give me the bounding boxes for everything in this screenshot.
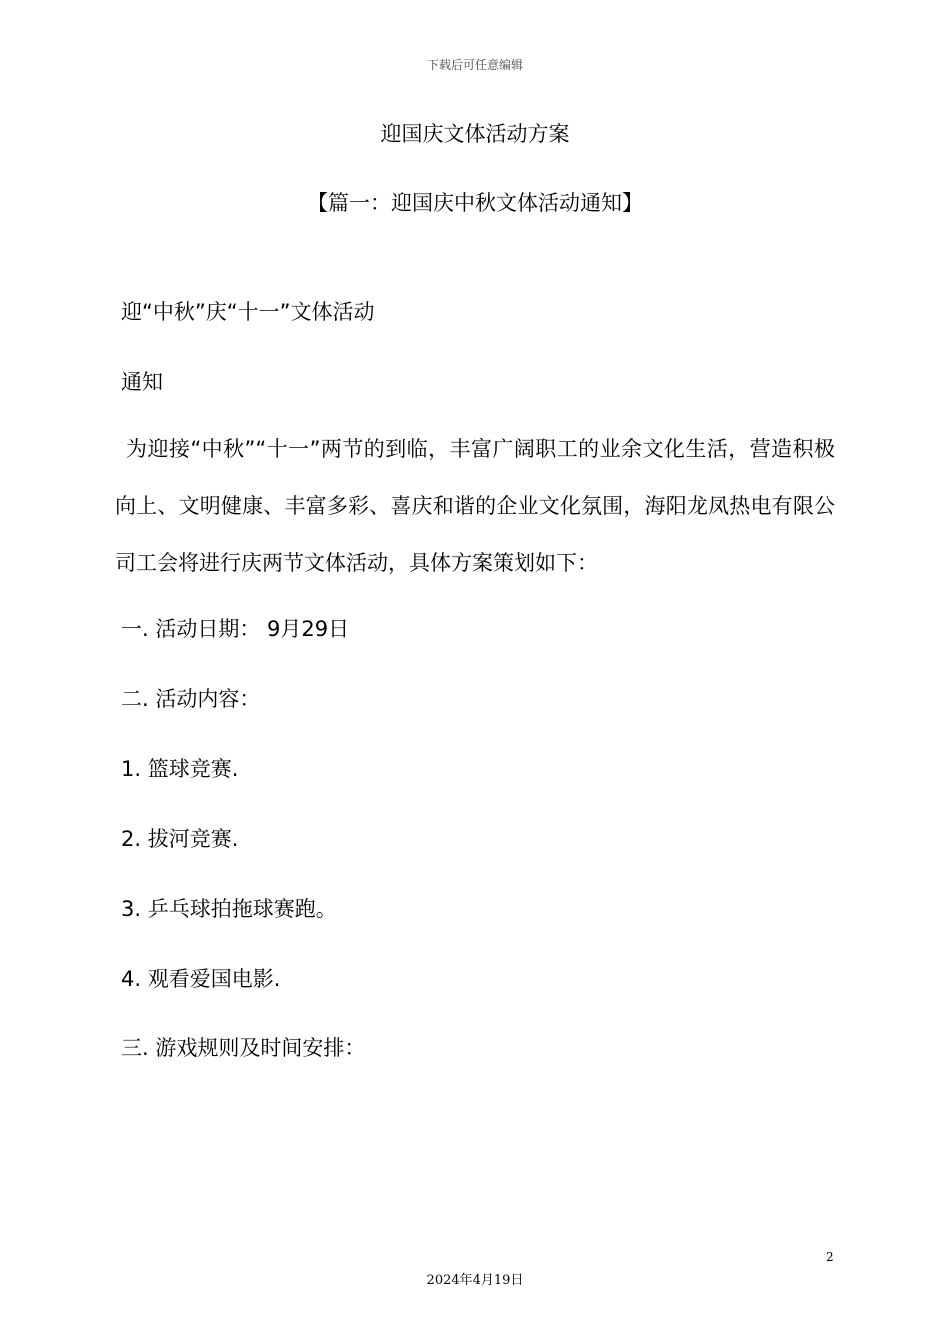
item-patriotic-movie: 4. 观看爱国电影. — [121, 967, 281, 991]
footer-date: 2024年4月19日 — [426, 1273, 524, 1288]
item-tug-of-war: 2. 拔河竞赛. — [121, 827, 239, 851]
document-title: 迎国庆文体活动方案 — [380, 122, 570, 146]
page-number: 2 — [826, 1250, 834, 1264]
intro-paragraph: 为迎接“中秋”“十一”两节的到临，丰富广阔职工的业余文化生活，营造积极向上、文明健康、丰富多彩、喜庆和谐的企业文化氛围，海阳龙凤热电有限公司工会将进行庆两节文体活动，具体方案策划如下： — [115, 437, 835, 575]
item-game-rules: 三. 游戏规则及时间安排： — [121, 1036, 366, 1060]
header-note: 下载后可任意编辑 — [426, 58, 523, 72]
document-subtitle: 【篇一：迎国庆中秋文体活动通知】 — [307, 191, 643, 215]
item-basketball: 1. 篮球竞赛. — [121, 757, 239, 781]
item-activity-date: 一. 活动日期： 9月29日 — [121, 617, 350, 641]
notice-heading: 迎“中秋”庆“十一”文体活动 — [121, 300, 375, 324]
item-ping-pong-race: 3. 乒乓球拍拖球赛跑。 — [121, 897, 337, 921]
notice-label: 通知 — [121, 370, 163, 394]
item-activity-content: 二. 活动内容： — [121, 687, 261, 711]
